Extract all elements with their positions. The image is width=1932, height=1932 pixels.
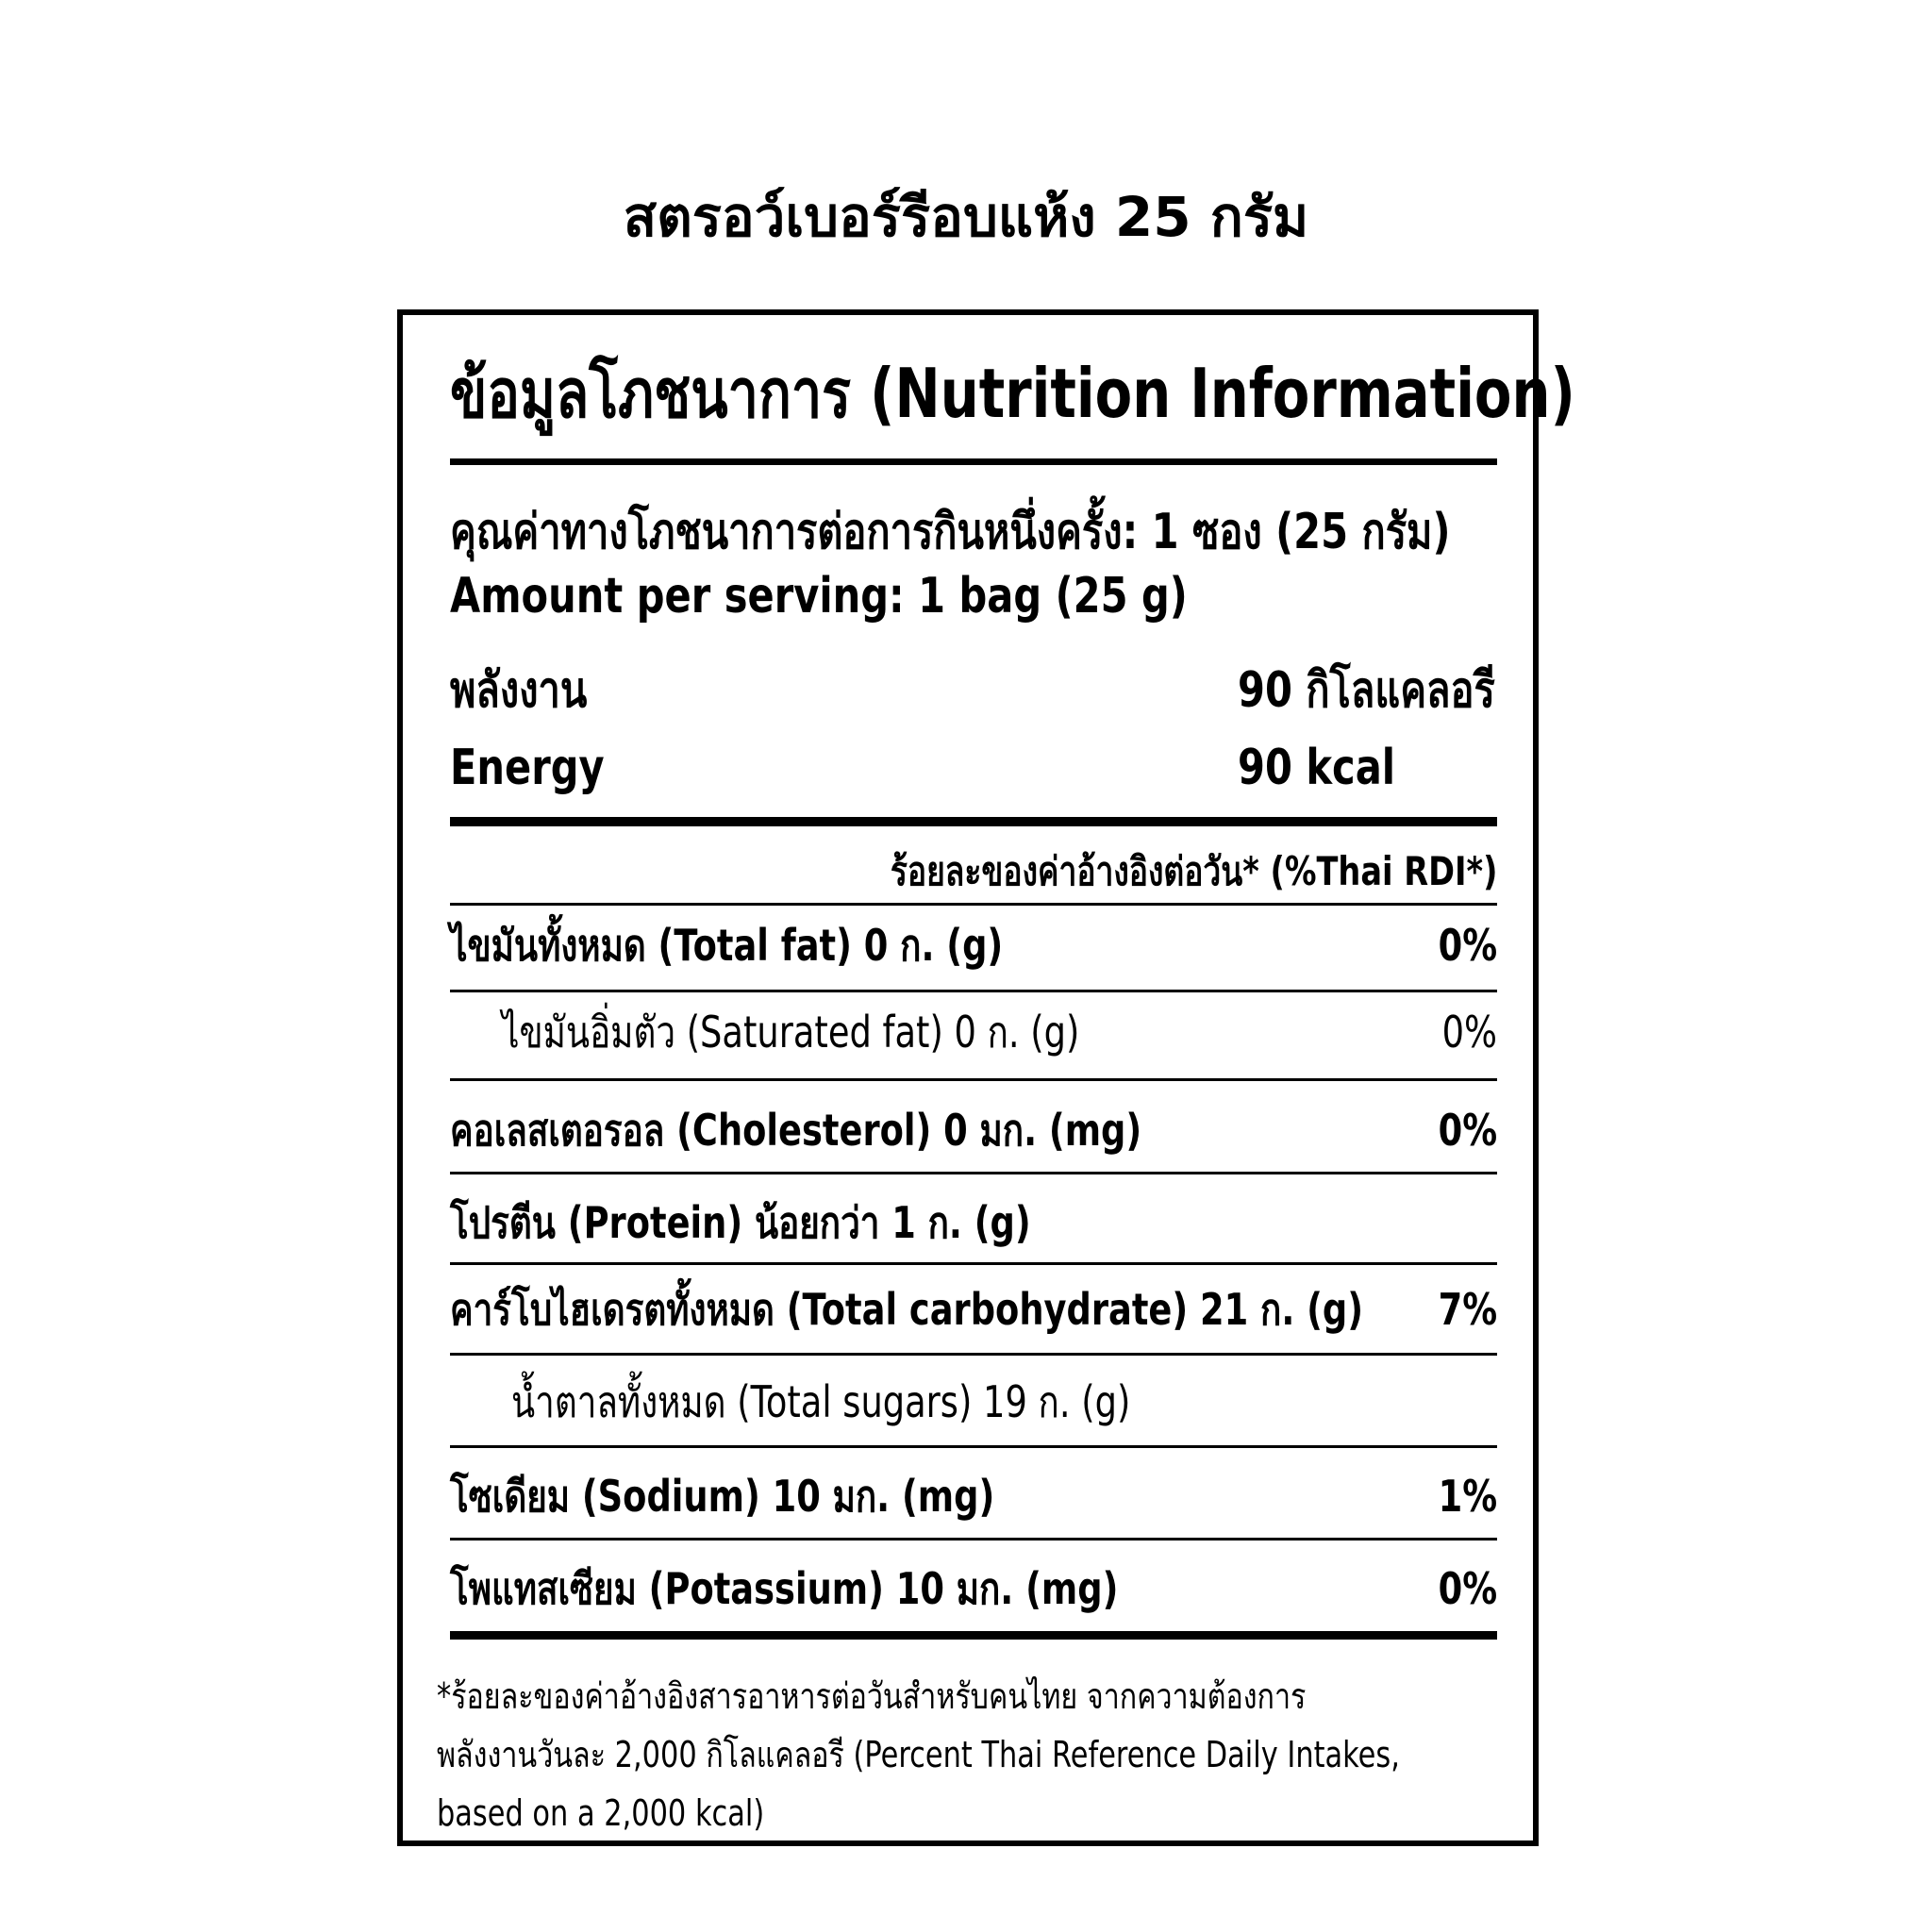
row-divider bbox=[450, 1538, 1497, 1541]
rdi-column-header bbox=[450, 843, 1497, 900]
row-divider bbox=[450, 1445, 1497, 1448]
nutrients-bottom-divider bbox=[450, 1631, 1497, 1640]
nutrient-row-total-carbohydrate bbox=[450, 1281, 1497, 1338]
row-divider bbox=[450, 1262, 1497, 1265]
nutrient-percent: 0% bbox=[1441, 1007, 1497, 1058]
energy-thai-label: พลังงาน bbox=[450, 662, 588, 719]
energy-thai-value: 90 กิโลแคลอรี bbox=[1238, 662, 1495, 719]
nutrient-label: คอเลสเตอรอล (Cholesterol) 0 มก. (mg) bbox=[450, 1105, 1142, 1156]
rdi-column-header-text: ร้อยละของค่าอ้างอิงต่อวัน* (%Thai RDI*) bbox=[890, 848, 1497, 894]
nutrient-row-cholesterol bbox=[450, 1102, 1497, 1158]
serving-size-en-text: Amount per serving: 1 bag (25 g) bbox=[450, 568, 1188, 625]
product-title-text: สตรอว์เบอร์รีอบแห้ง 25 กรัม bbox=[623, 185, 1309, 249]
nutrient-row-total-sugars bbox=[450, 1374, 1497, 1430]
nutrient-label: โซเดียม (Sodium) 10 มก. (mg) bbox=[450, 1471, 995, 1522]
serving-size-thai bbox=[450, 500, 1497, 564]
nutrient-label: โพแทสเซียม (Potassium) 10 มก. (mg) bbox=[450, 1563, 1119, 1614]
nutrient-row-total-fat bbox=[450, 917, 1497, 974]
energy-en-row bbox=[450, 736, 1497, 800]
nutrient-label: ไขมันอิ่มตัว (Saturated fat) 0 ก. (g) bbox=[502, 1007, 1080, 1058]
nutrient-label: คาร์โบไฮเดรตทั้งหมด (Total carbohydrate) 21 ก. (g) bbox=[450, 1284, 1364, 1335]
footnote-line: *ร้อยละของค่าอ้างอิงสารอาหารต่อวันสำหรับคนไทย จากความต้องการ bbox=[437, 1675, 1307, 1717]
nutrient-percent: 0% bbox=[1438, 1563, 1497, 1614]
energy-en-label: Energy bbox=[450, 740, 605, 796]
nutrient-row-saturated-fat bbox=[450, 1004, 1497, 1060]
energy-divider bbox=[450, 817, 1497, 826]
rdi-footnote bbox=[437, 1667, 1512, 1842]
nutrient-percent: 0% bbox=[1438, 920, 1497, 971]
serving-size-en bbox=[450, 564, 1497, 628]
energy-en-value: 90 kcal bbox=[1238, 740, 1396, 796]
product-title bbox=[0, 179, 1932, 255]
nutrient-row-protein bbox=[450, 1194, 1497, 1251]
panel-heading bbox=[450, 351, 1575, 436]
nutrient-percent: 7% bbox=[1438, 1284, 1497, 1335]
nutrient-label: น้ำตาลทั้งหมด (Total sugars) 19 ก. (g) bbox=[511, 1376, 1131, 1427]
row-divider bbox=[450, 990, 1497, 992]
nutrient-label: ไขมันทั้งหมด (Total fat) 0 ก. (g) bbox=[450, 920, 1004, 971]
footnote-line: พลังงานวันละ 2,000 กิโลแคลอรี (Percent Thai Reference Daily Intakes, bbox=[437, 1734, 1400, 1775]
nutrient-percent: 0% bbox=[1438, 1105, 1497, 1156]
row-divider bbox=[450, 1353, 1497, 1356]
nutrition-facts-panel bbox=[397, 309, 1575, 1846]
footnote-line: based on a 2,000 kcal) bbox=[437, 1792, 765, 1834]
row-divider bbox=[450, 1078, 1497, 1081]
panel-heading-text: ข้อมูลโภชนาการ (Nutrition Information) bbox=[450, 354, 1575, 433]
row-divider bbox=[450, 1172, 1497, 1174]
serving-size-thai-text: คุณค่าทางโภชนาการต่อการกินหนึ่งครั้ง: 1 ซอง (25 กรัม) bbox=[450, 504, 1451, 560]
heading-divider bbox=[450, 458, 1497, 465]
nutrient-row-sodium bbox=[450, 1468, 1497, 1524]
rdi-header-divider bbox=[450, 903, 1497, 906]
nutrient-label: โปรตีน (Protein) น้อยกว่า 1 ก. (g) bbox=[450, 1197, 1031, 1248]
energy-thai-row bbox=[450, 658, 1497, 723]
nutrient-percent: 1% bbox=[1438, 1471, 1497, 1522]
nutrient-row-potassium bbox=[450, 1560, 1497, 1617]
